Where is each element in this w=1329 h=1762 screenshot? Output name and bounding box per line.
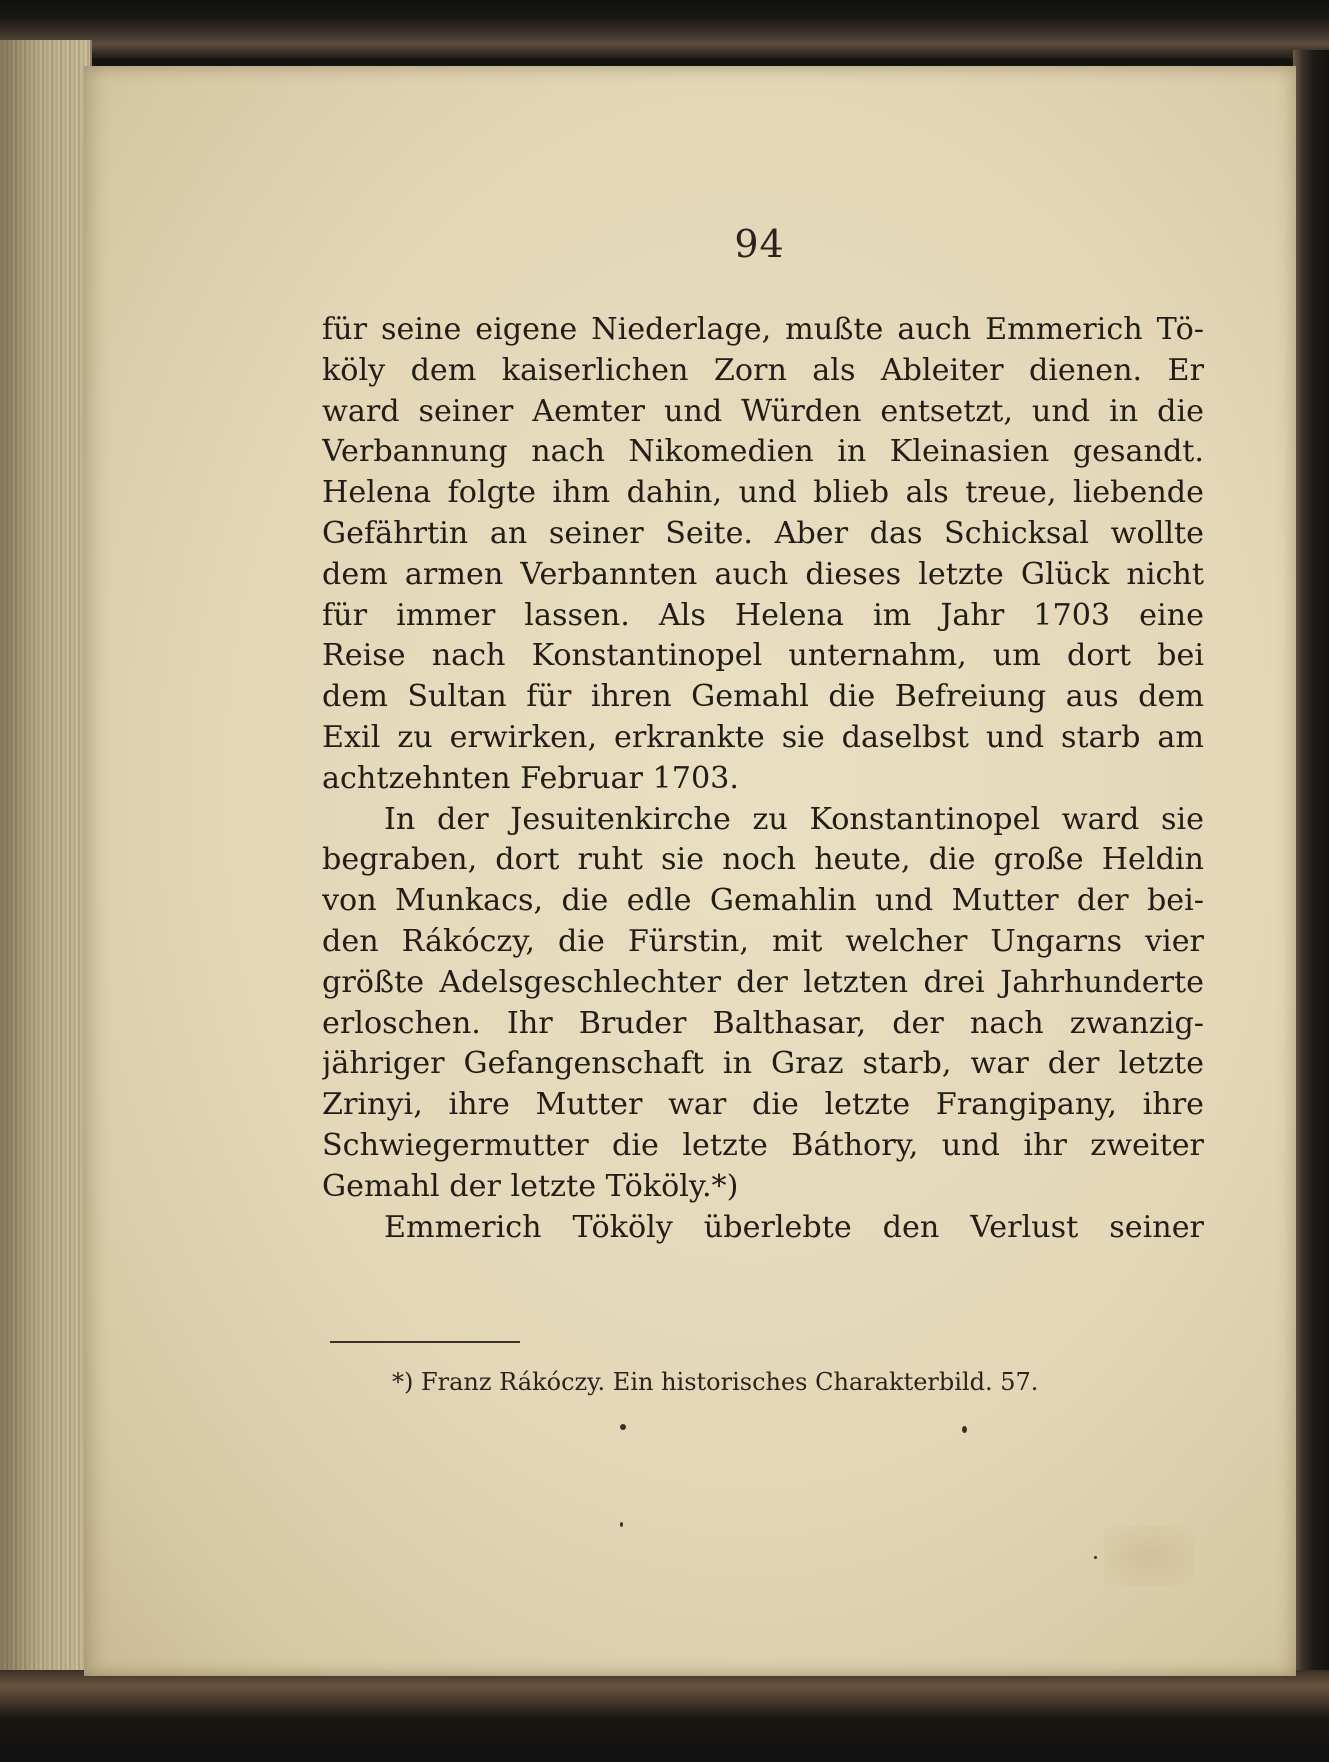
text-line: Gefährtin an seiner Seite. Aber das Schicksal wollte [322, 515, 1204, 551]
text-line: Verbannung nach Nikomedien in Kleinasien gesandt. [322, 434, 1204, 470]
text-line: ward seiner Aemter und Würden entsetzt, und in die [322, 393, 1204, 429]
text-line: begraben, dort ruht sie noch heute, die große Heldin [322, 842, 1204, 878]
book-cover-top-edge [0, 0, 1329, 58]
text-line: von Munkacs, die edle Gemahlin und Mutter der bei- [322, 883, 1204, 919]
text-line: erloschen. Ihr Bruder Balthasar, der nach zwanzig- [322, 1005, 1204, 1041]
page-number: 94 [734, 222, 785, 266]
text-line: köly dem kaiserlichen Zorn als Ableiter dienen. Er [322, 352, 1204, 388]
text-line: achtzehnten Februar 1703. [322, 760, 739, 796]
ink-speck [620, 1424, 626, 1430]
ink-speck [962, 1426, 967, 1433]
text-line: dem Sultan für ihren Gemahl die Befreiung aus dem [322, 679, 1204, 715]
text-line: Gemahl der letzte Tököly.*) [322, 1168, 739, 1204]
text-line: dem armen Verbannten auch dieses letzte Glück nicht [322, 556, 1204, 592]
text-line: In der Jesuitenkirche zu Konstantinopel ward sie [384, 801, 1204, 837]
binding-edge [1293, 50, 1329, 1670]
text-line: Helena folgte ihm dahin, und blieb als treue, liebende [322, 475, 1204, 511]
page-body-text [322, 310, 1204, 1248]
text-line: für immer lassen. Als Helena im Jahr 1703 eine [322, 597, 1204, 633]
footnote: *) Franz Rákóczy. Ein historisches Charakterbild. 57. [392, 1368, 1039, 1396]
text-line: für seine eigene Niederlage, mußte auch Emmerich Tö- [322, 312, 1204, 347]
text-line: Emmerich Tököly überlebte den Verlust seiner [384, 1209, 1204, 1245]
book-cover-bottom-edge [0, 1670, 1329, 1762]
ink-speck [1094, 1556, 1097, 1559]
ink-speck [620, 1522, 623, 1527]
text-line: Exil zu erwirken, erkrankte sie daselbst und starb am [322, 719, 1204, 755]
text-line: Schwiegermutter die letzte Báthory, und ihr zweiter [322, 1127, 1204, 1163]
text-line: jähriger Gefangenschaft in Graz starb, war der letzte [322, 1046, 1204, 1082]
text-line: den Rákóczy, die Fürstin, mit welcher Ungarns vier [322, 923, 1204, 959]
paper-stain [1104, 1526, 1194, 1586]
footnote-divider [330, 1341, 520, 1343]
text-line: Reise nach Konstantinopel unternahm, um dort bei [322, 638, 1204, 674]
text-line: größte Adelsgeschlechter der letzten drei Jahrhunderte [322, 964, 1204, 1000]
page-stack-edge [0, 40, 92, 1680]
text-line: Zrinyi, ihre Mutter war die letzte Frangipany, ihre [322, 1087, 1204, 1123]
